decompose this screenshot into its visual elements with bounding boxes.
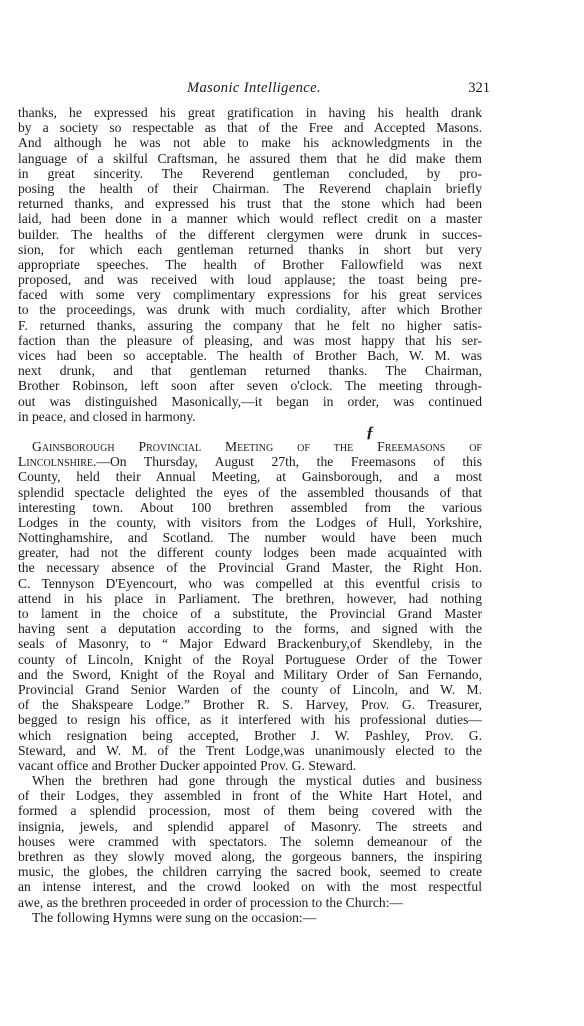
text-line: interesting town. About 100 brethren assembled from the various (18, 499, 482, 515)
text-line: Brother Robinson, left soon after seven o'clock. The meeting through- (18, 378, 482, 394)
text-line: having sent a deputation according to the forms, and signed with the (18, 621, 482, 637)
text-line: which resignation being accepted, Brother J. W. Pashley, Prov. G. (18, 727, 482, 743)
text-line: posing the health of their Chairman. The Reverend chaplain briefly (18, 180, 482, 196)
text-line: the necessary absence of the Provincial Grand Master, the Right Hon. (18, 560, 482, 576)
text-line: in great sincerity. The Reverend gentleman concluded, by pro- (18, 165, 482, 181)
text-line: faced with some very complimentary expressions for his great services (18, 287, 482, 303)
text-line: in peace, and closed in harmony. (18, 408, 196, 424)
text-line: returned thanks, and expressed his trust that the stone which had been (18, 196, 482, 212)
text-line: attend in his place in Parliament. The brethren, however, had nothing (18, 590, 482, 606)
text-line: Provincial Grand Senior Warden of the county of Lincoln, and W. M. (18, 681, 482, 697)
text-line: to the proceedings, was drunk with much cordiality, after which Brother (18, 302, 482, 318)
text-line: appropriate speeches. The health of Brother Fallowfield was next (18, 256, 482, 272)
section-heading-continuation: Lincolnshire. (18, 454, 97, 470)
text-line: music, the globes, the children carrying the sacred book, seemed to create (18, 864, 482, 880)
text-line: houses were crammed with spectators. The solemn demeanour of the (18, 833, 482, 849)
text-line (18, 454, 482, 469)
text-line: and the Sword, Knight of the Royal and Military Order of San Fernando, (18, 666, 482, 682)
text-line: out was distinguished Masonically,—it began in order, was continued (18, 393, 482, 409)
text-line: county of Lincoln, Knight of the Royal Portuguese Order of the Tower (18, 651, 482, 667)
text-line: language of a skilful Craftsman, he assured them that he did make them (18, 150, 482, 166)
text-line: to lament in the choice of a substitute, the Provincial Grand Master (18, 606, 482, 621)
paragraph-hymns (18, 910, 482, 925)
text-line: vacant office and Brother Ducker appointed Prov. G. Steward. (18, 757, 357, 773)
text-line: splendid spectacle delighted the eyes of the assembled thousands of that (18, 484, 482, 500)
text-line: greater, had not the different county lodges been made acquainted with (18, 545, 482, 561)
text-line: of their Lodges, they assembled in front of the White Hart Hotel, and (18, 788, 482, 804)
page-number: 321 (468, 80, 490, 96)
text-line: laid, had been done in a manner which would reflect credit on a master (18, 211, 482, 227)
text-line: builder. The healths of the different clergymen were drunk in succes- (18, 226, 482, 242)
text-line: County, held their Annual Meeting, at Gainsborough, and a most (18, 469, 482, 485)
text-line: Nottinghamshire, and Scotland. The number would have been much (18, 530, 482, 546)
text-line: vices had been so acceptable. The health of Brother Bach, W. M. was (18, 348, 482, 363)
text-line: awe, as the brethren proceeded in order of procession to the Church:— (18, 894, 404, 910)
paragraph-gap (18, 424, 482, 439)
text-line: an intense interest, and the crowd looked on with the most respectful (18, 879, 482, 895)
text-line: And although he was not able to make his acknowledgments in the (18, 135, 482, 151)
text-line: next drunk, and that gentleman returned thanks. The Chairman, (18, 363, 482, 379)
text-line: proposed, and was received with loud applause; the toast being pre- (18, 272, 482, 288)
paragraph-stone-laying-dinner (18, 105, 482, 424)
text-line: sion, for which each gentleman returned thanks in short but very (18, 241, 482, 257)
text-line: thanks, he expressed his great gratification in having his health drank (18, 105, 482, 120)
section-heading-line (18, 439, 482, 454)
printer-mark: ƒ (366, 424, 374, 441)
text-line: faction than the pleasure of pleasing, and was most happy that his ser- (18, 332, 482, 348)
paragraph-gainsborough-meeting (18, 439, 482, 773)
body-text (18, 105, 482, 925)
text-line: C. Tennyson D'Eyencourt, who was compelled at this eventful crisis to (18, 575, 482, 591)
text-line: begged to resign his office, as it interfered with his professional duties— (18, 712, 482, 728)
text-line: brethren as they slowly moved along, the gorgeous banners, the inspiring (18, 849, 482, 864)
text-run: —On Thursday, August 27th, the Freemasons of this (96, 454, 482, 470)
running-title: Masonic Intelligence. (186, 80, 322, 96)
paragraph-procession (18, 773, 482, 910)
section-heading: Gainsborough Provincial Meeting of the Freemasons of (32, 438, 482, 454)
text-line: Steward, and W. M. of the Trent Lodge,was unanimously elected to the (18, 742, 482, 758)
text-line: Lodges in the county, with visitors from the Lodges of Hull, Yorkshire, (18, 514, 482, 530)
text-line: seals of Masonry, to “ Major Edward Brackenbury,of Skendleby, in the (18, 636, 482, 652)
text-line: When the brethren had gone through the mystical duties and business (32, 773, 482, 789)
text-line: F. returned thanks, assuring the company that he felt no higher satis- (18, 317, 482, 333)
text-line: by a society so respectable as that of the Free and Accepted Masons. (18, 120, 482, 136)
text-line: The following Hymns were sung on the occasion:— (32, 909, 317, 925)
text-line: insignia, jewels, and splendid apparel of Masonry. The streets and (18, 818, 482, 834)
running-head (18, 80, 490, 100)
text-line: formed a splendid procession, most of them being covered with the (18, 803, 482, 819)
text-line: of the Shakspeare Lodge.” Brother R. S. Harvey, Prov. G. Treasurer, (18, 697, 482, 713)
